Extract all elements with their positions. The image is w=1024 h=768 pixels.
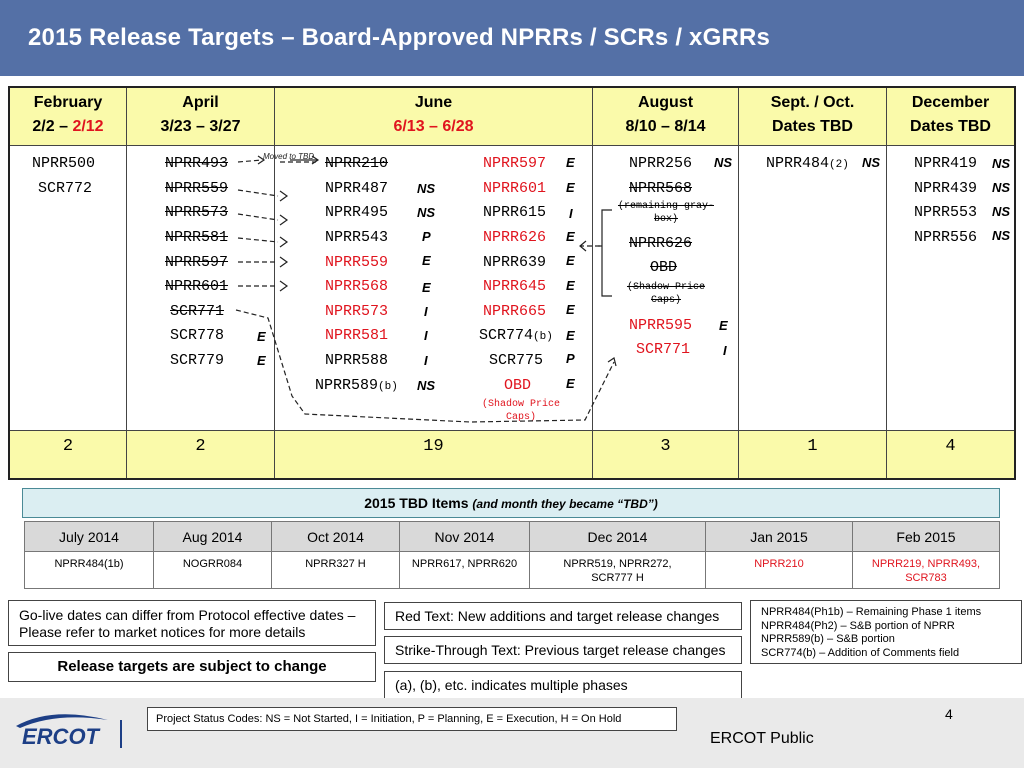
status-code: I: [424, 304, 428, 319]
status-code: E: [422, 253, 431, 268]
status-code: NS: [417, 181, 436, 196]
list-item: OBD: [650, 259, 678, 276]
column-count: 4: [887, 430, 1014, 478]
page-number: 4: [945, 706, 953, 722]
list-item: NPRR573: [165, 204, 229, 221]
list-item: SCR774(b): [479, 327, 553, 344]
column-sept-oct: [738, 88, 886, 478]
column-june: [274, 88, 592, 478]
list-item: OBD: [504, 377, 532, 394]
ercot-logo: ERCOT: [22, 724, 99, 749]
obd-note: (Shadow Price Caps): [481, 399, 560, 423]
list-item: NPRR597: [483, 155, 547, 172]
column-count: 2: [10, 430, 126, 478]
phases-legend: (a), (b), etc. indicates multiple phases: [384, 671, 742, 699]
column-header: [593, 88, 738, 146]
status-code: P: [566, 351, 575, 366]
status-code: E: [566, 302, 575, 317]
ercot-public-label: ERCOT Public: [710, 730, 814, 747]
status-code: E: [566, 180, 575, 195]
list-item: NPRR256: [629, 155, 693, 172]
status-code: E: [566, 278, 575, 293]
list-item: NPRR493: [165, 155, 229, 172]
list-item: NPRR568: [629, 180, 693, 197]
list-item: NPRR568: [325, 278, 389, 295]
tbd-column: [705, 522, 852, 588]
list-item: NPRR589(b): [315, 377, 398, 394]
column-april: [126, 88, 274, 478]
list-item: NPRR210: [325, 155, 389, 172]
list-item: NPRR556: [914, 229, 978, 246]
tbd-month: Oct 2014: [272, 522, 399, 552]
status-code: E: [257, 353, 266, 368]
list-item: SCR778: [170, 327, 225, 344]
title-bar: [0, 0, 1024, 76]
status-codes-legend: Project Status Codes: NS = Not Started, I = Initiation, P = Planning, E = Execution, H = On Hold: [147, 707, 677, 731]
column-december: [886, 88, 1014, 478]
column-count: 2: [127, 430, 274, 478]
status-code: NS: [992, 180, 1011, 195]
tbd-column: [529, 522, 705, 588]
tbd-value: NPRR210: [754, 558, 804, 570]
list-item: NPRR543: [325, 229, 389, 246]
tbd-month: Dec 2014: [530, 522, 705, 552]
status-code: I: [723, 343, 727, 358]
moved-to-tbd-note: Moved to TBD: [263, 152, 315, 161]
golive-note: Go-live dates can differ from Protocol effective dates – Please refer to market notices for more details: [8, 600, 376, 646]
phase-line: SCR774(b) – Addition of Comments field: [761, 646, 960, 659]
list-item: NPRR639: [483, 254, 547, 271]
column-august: [592, 88, 738, 478]
tbd-column: [271, 522, 399, 588]
tbd-title: 2015 TBD Items: [364, 495, 473, 511]
date-range: Dates TBD: [910, 118, 991, 135]
note-gray-box: (remaining gray-box): [617, 201, 714, 225]
status-code: NS: [992, 156, 1011, 171]
logo-divider: [120, 720, 122, 748]
tbd-value: NPRR219, NPRR493, SCR783: [871, 558, 981, 584]
status-code: NS: [992, 228, 1011, 243]
list-item: NPRR573: [325, 303, 389, 320]
list-item: NPRR626: [483, 229, 547, 246]
tbd-value: NPRR519, NPRR272, SCR777 H: [563, 558, 672, 584]
list-item: NPRR581: [325, 327, 389, 344]
status-code: NS: [992, 204, 1011, 219]
phase-line: NPRR589(b) – S&B portion: [761, 633, 895, 645]
list-item: NPRR601: [483, 180, 547, 197]
status-code: E: [566, 155, 575, 170]
tbd-value: NPRR327 H: [305, 558, 366, 570]
status-code: P: [422, 229, 431, 244]
tbd-value: NPRR617, NPRR620: [411, 558, 518, 570]
list-item: NPRR495: [325, 204, 389, 221]
tbd-column: [852, 522, 999, 588]
tbd-month: Nov 2014: [400, 522, 529, 552]
list-item: SCR772: [38, 180, 93, 197]
tbd-subtitle: (and month they became “TBD”): [472, 497, 658, 511]
list-item: NPRR665: [483, 303, 547, 320]
list-item: NPRR419: [914, 155, 978, 172]
list-item: NPRR439: [914, 180, 978, 197]
tbd-column: [399, 522, 529, 588]
status-code: NS: [714, 155, 733, 170]
date-range: 8/10 – 8/14: [625, 118, 706, 135]
tbd-column: [25, 522, 153, 588]
list-item: SCR775: [489, 352, 544, 369]
phase-line: NPRR484(Ph2) – S&B portion of NPRR: [761, 619, 955, 632]
list-item: NPRR500: [32, 155, 96, 172]
list-item: NPRR597: [165, 254, 229, 271]
column-count: 19: [275, 430, 592, 478]
list-item: SCR771: [170, 303, 225, 320]
month-label: June: [414, 94, 453, 111]
release-table: [8, 86, 1016, 480]
list-item: NPRR595: [629, 317, 693, 334]
list-item: NPRR601: [165, 278, 229, 295]
list-item: SCR771: [636, 341, 691, 358]
list-item: NPRR487: [325, 180, 389, 197]
status-code: NS: [417, 378, 436, 393]
status-code: I: [424, 328, 428, 343]
list-item: SCR779: [170, 352, 225, 369]
phase-definitions: [750, 600, 1022, 664]
month-label: August: [637, 94, 694, 111]
date-range: 3/23 – 3/27: [160, 118, 241, 135]
tbd-month: Aug 2014: [154, 522, 271, 552]
list-item: NPRR553: [914, 204, 978, 221]
month-label: Sept. / Oct.: [770, 94, 855, 111]
column-count: 1: [739, 430, 886, 478]
date-range: 6/13 – 6/28: [393, 118, 474, 135]
status-code: E: [566, 229, 575, 244]
list-item: NPRR559: [325, 254, 389, 271]
page-title: 2015 Release Targets – Board-Approved NPRRs / SCRs / xGRRs: [28, 24, 771, 51]
list-item: NPRR581: [165, 229, 229, 246]
list-item: NPRR484(2): [766, 155, 849, 172]
list-item: NPRR588: [325, 352, 389, 369]
status-code: E: [566, 376, 575, 391]
column-header: [10, 88, 126, 146]
status-code: E: [566, 328, 575, 343]
tbd-month: Feb 2015: [853, 522, 999, 552]
list-item: NPRR645: [483, 278, 547, 295]
status-code: E: [719, 318, 728, 333]
column-header: [275, 88, 592, 146]
status-code: I: [569, 206, 573, 221]
list-item: NPRR615: [483, 204, 547, 221]
tbd-items-bar: [22, 488, 1000, 518]
strike-text-legend: Strike-Through Text: Previous target release changes: [384, 636, 742, 664]
column-february: [10, 88, 126, 478]
date-range: Dates TBD: [772, 118, 853, 135]
status-code: E: [257, 329, 266, 344]
column-header: [739, 88, 886, 146]
tbd-value: NOGRR084: [182, 558, 243, 570]
column-header: [887, 88, 1014, 146]
month-label: February: [33, 94, 103, 111]
column-header: [127, 88, 274, 146]
status-code: E: [566, 253, 575, 268]
list-item: NPRR559: [165, 180, 229, 197]
tbd-table: [24, 521, 1000, 589]
note-shadow-price: (Shadow Price Caps): [626, 282, 705, 306]
tbd-month: July 2014: [25, 522, 153, 552]
status-code: E: [422, 280, 431, 295]
tbd-column: [153, 522, 271, 588]
status-code: NS: [417, 205, 436, 220]
red-text-legend: Red Text: New additions and target release changes: [384, 602, 742, 630]
tbd-value: NPRR484(1b): [54, 558, 124, 570]
status-code: I: [424, 353, 428, 368]
month-label: April: [182, 94, 219, 111]
tbd-month: Jan 2015: [706, 522, 852, 552]
column-count: 3: [593, 430, 738, 478]
list-item: NPRR626: [629, 235, 693, 252]
phase-line: NPRR484(Ph1b) – Remaining Phase 1 items: [761, 606, 982, 618]
date-range: 2/2 – 2/12: [32, 118, 104, 135]
month-label: December: [911, 94, 990, 111]
subject-to-change-note: Release targets are subject to change: [8, 652, 376, 682]
status-code: NS: [862, 155, 881, 170]
